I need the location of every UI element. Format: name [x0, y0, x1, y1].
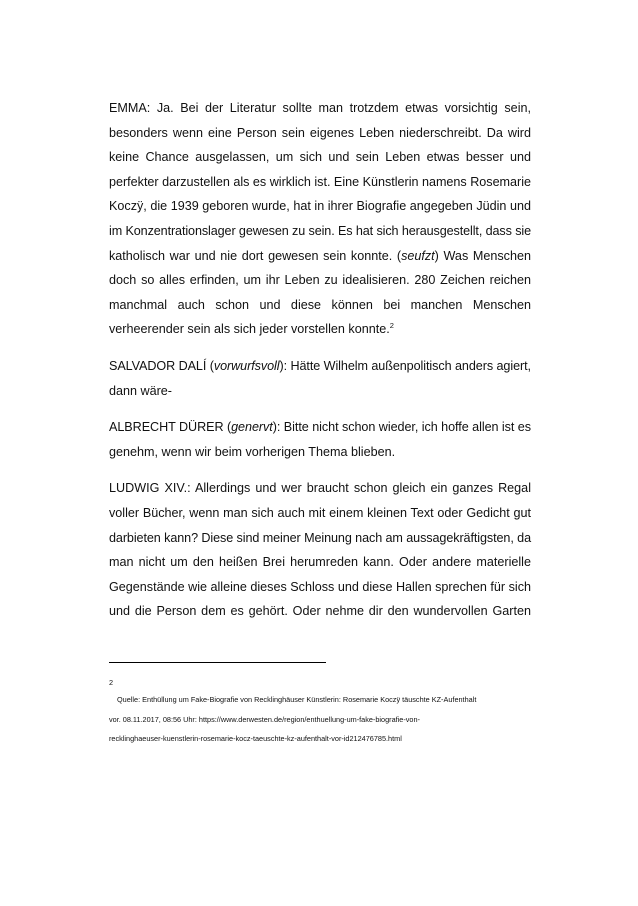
- text-line: LUDWIG XIV.: Allerdings und wer braucht schon gleich ein ganzes Regal: [109, 481, 531, 496]
- paragraph-ludwig: [109, 476, 531, 624]
- text-line: darbieten kann? Diese sind meiner Meinung nach am aussagekräftigsten, da: [109, 530, 531, 545]
- text-line: Koczÿ, die 1939 geboren wurde, hat in ihrer Biografie angegeben Jüdin und: [109, 199, 531, 214]
- paragraph-dali: [109, 354, 531, 403]
- text-line: [109, 317, 531, 342]
- footnote-link[interactable]: recklinghaeuser-kuenstlerin-rosemarie-kocz-taeuschte-kz-aufenthalt-vor-id212476785.html: [109, 734, 402, 743]
- text-line: besonders wenn eine Person sein eigenes Leben niederschreibt. Da wird: [109, 125, 531, 140]
- footnote-line: Quelle: Enthüllung um Fake-Biografie von Recklinghäuser Künstlerin: Rosemarie Koczÿ täuschte KZ-Aufenthalt: [117, 695, 477, 704]
- text-segment: verheerender sein als sich jeder vorstellen konnte.: [109, 322, 390, 337]
- body-text: [109, 96, 531, 636]
- text-line: Gegenstände wie alleine dieses Schloss und diese Hallen sprechen für sich: [109, 579, 531, 594]
- paragraph-emma: [109, 96, 531, 342]
- stage-direction: genervt: [231, 420, 273, 435]
- text-segment: ): Bitte nicht schon wieder, ich hoffe allen ist es: [272, 420, 532, 435]
- text-segment: ) Was Menschen: [434, 248, 531, 263]
- paragraph-duerer: [109, 415, 531, 464]
- stage-direction: vorwurfsvoll: [213, 358, 280, 373]
- footnote-link[interactable]: vor. 08.11.2017, 08:56 Uhr: https://www.derwesten.de/region/enthuellung-um-fake-biografie-von-: [109, 714, 420, 724]
- footnote-separator: [109, 662, 326, 663]
- speaker-name: ALBRECHT DÜRER (: [109, 420, 232, 435]
- text-line: [109, 415, 531, 440]
- speaker-name: SALVADOR DALÍ (: [109, 358, 214, 373]
- text-line: genehm, wenn wir beim vorherigen Thema blieben.: [109, 444, 396, 459]
- footnote-reference[interactable]: 2: [389, 321, 394, 331]
- text-line: doch so alles erfinden, um ihr Leben zu idealisieren. 280 Zeichen reichen: [109, 273, 531, 288]
- text-line: perfekter darzustellen als es wirklich ist. Eine Künstlerin namens Rosemarie: [109, 174, 531, 189]
- text-line: keine Chance ausgelassen, um sich und sein Leben etwas besser und: [109, 150, 531, 165]
- text-line: man nicht um den heißen Brei herumreden kann. Oder andere materielle: [109, 555, 531, 570]
- text-line: [109, 354, 531, 379]
- text-line: EMMA: Ja. Bei der Literatur sollte man trotzdem etwas vorsichtig sein,: [109, 101, 531, 115]
- footnote-number: 2: [109, 678, 114, 687]
- text-line: [109, 244, 531, 269]
- text-segment: ): Hätte Wilhelm außenpolitisch anders agiert,: [279, 358, 531, 373]
- footnote: [109, 676, 533, 749]
- text-segment: katholisch war und nie dort gewesen sein konnte. (: [109, 248, 402, 263]
- text-line: und die Person dem es gehört. Oder nehme dir den wundervollen Garten: [109, 604, 531, 619]
- text-line: voller Bücher, wenn man sich auch mit einem kleinen Text oder Gedicht gut: [109, 505, 531, 520]
- stage-direction: seufzt: [401, 248, 435, 263]
- text-line: dann wäre-: [109, 383, 173, 398]
- text-line: im Konzentrationslager gewesen zu sein. Es hat sich herausgestellt, dass sie: [109, 223, 531, 238]
- text-line: manchmal auch schon und diese können bei manchen Menschen: [109, 297, 531, 312]
